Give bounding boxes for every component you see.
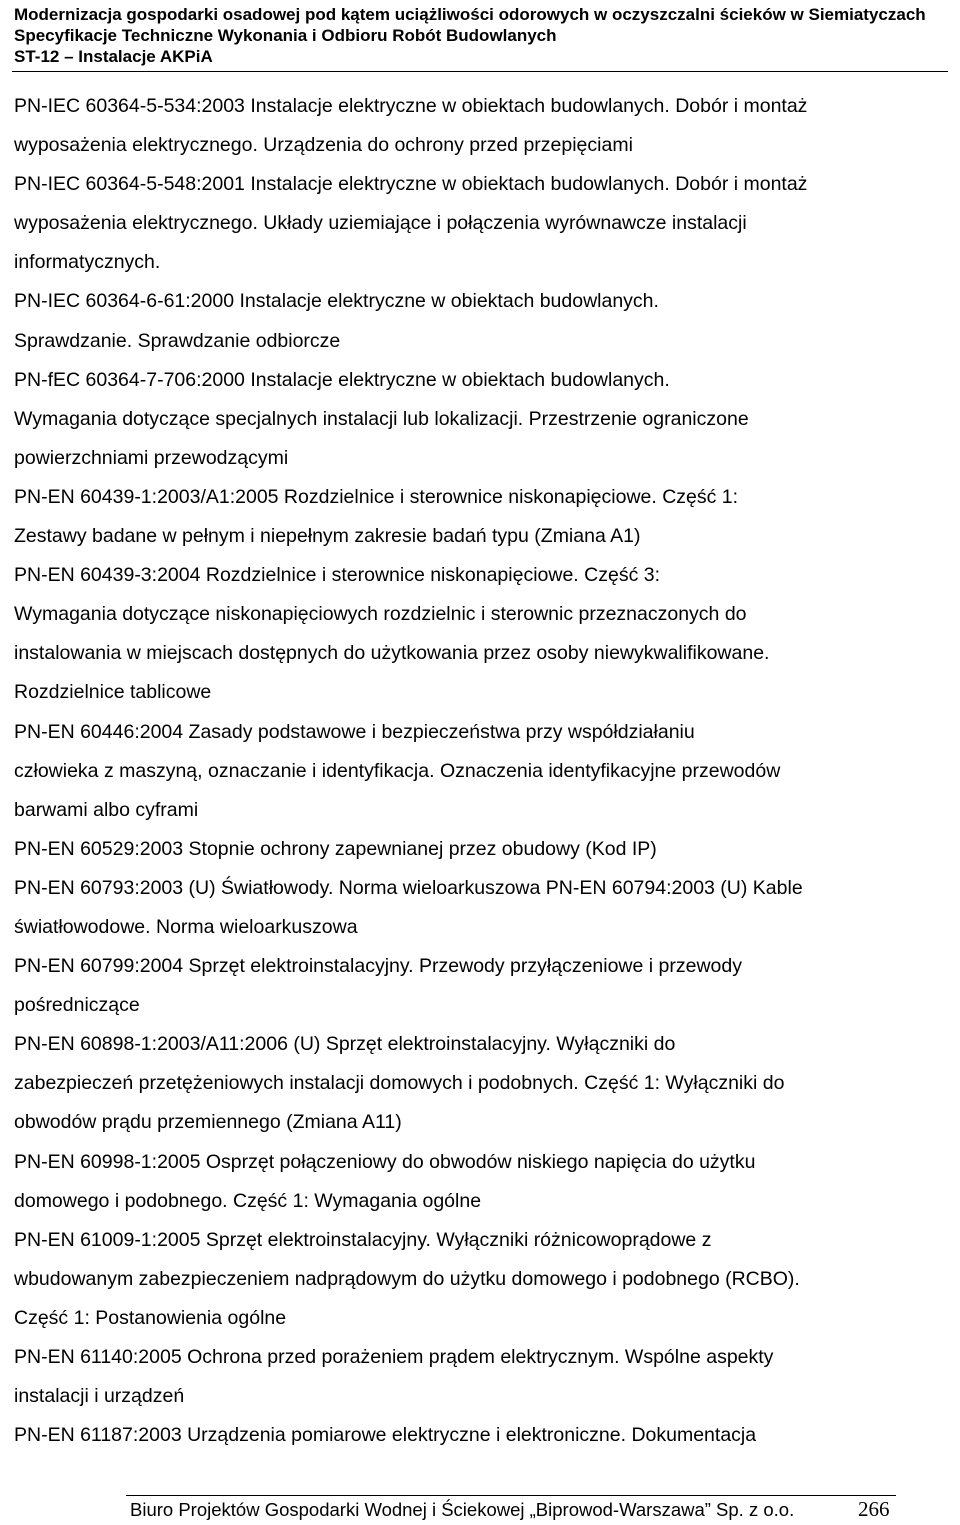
body-line: PN-EN 60446:2004 Zasady podstawowe i bezpieczeństwa przy współdziałaniu (14, 720, 695, 743)
body-line: barwami albo cyframi (14, 798, 199, 821)
body-line: PN-EN 60793:2003 (U) Światłowody. Norma wieloarkuszowa PN-EN 60794:2003 (U) Kable (14, 876, 803, 899)
body-line: PN-EN 60998-1:2005 Osprzęt połączeniowy do obwodów niskiego napięcia do użytku (14, 1150, 756, 1173)
body-line: obwodów prądu przemiennego (Zmiana A11) (14, 1111, 402, 1134)
body-line: informatycznych. (14, 251, 161, 274)
footer-divider (126, 1495, 896, 1496)
body-line: światłowodowe. Norma wieloarkuszowa (14, 915, 358, 938)
body-line: instalowania w miejscach dostępnych do użytkowania przez osoby niewykwalifikowane. (14, 642, 770, 665)
body-line: PN-EN 60439-3:2004 Rozdzielnice i sterownice niskonapięciowe. Część 3: (14, 564, 660, 587)
body-line: PN-IEC 60364-5-534:2003 Instalacje elektryczne w obiektach budowlanych. Dobór i montaż (14, 95, 808, 117)
body-line: PN-EN 61009-1:2005 Sprzęt elektroinstalacyjny. Wyłączniki różnicowoprądowe z (14, 1228, 712, 1251)
body-line: instalacji i urządzeń (14, 1385, 185, 1408)
body-line: pośredniczące (14, 994, 140, 1017)
body-line: PN-EN 60898-1:2003/A11:2006 (U) Sprzęt elektroinstalacyjny. Wyłączniki do (14, 1033, 676, 1056)
body-line: wbudowanym zabezpieczeniem nadprądowym do użytku domowego i podobnego (RCBO). (14, 1267, 800, 1290)
body-line: zabezpieczeń przetężeniowych instalacji domowych i podobnych. Część 1: Wyłączniki do (14, 1072, 785, 1095)
footer-company: Biuro Projektów Gospodarki Wodnej i Ściekowej „Biprowod-Warszawa” Sp. z o.o. (130, 1499, 795, 1520)
body-line: wyposażenia elektrycznego. Układy uziemiające i połączenia wyrównawcze instalacji (14, 212, 747, 235)
body-line: PN-fEC 60364-7-706:2000 Instalacje elektryczne w obiektach budowlanych. (14, 368, 670, 391)
body-line: wyposażenia elektrycznego. Urządzenia do ochrony przed przepięciami (14, 134, 633, 157)
document-header (14, 4, 946, 67)
body-line: PN-EN 60799:2004 Sprzęt elektroinstalacyjny. Przewody przyłączeniowe i przewody (14, 955, 742, 978)
body-line: PN-EN 61140:2005 Ochrona przed porażeniem prądem elektrycznym. Wspólne aspekty (14, 1346, 774, 1368)
body-line: PN-EN 61187:2003 Urządzenia pomiarowe elektryczne i elektroniczne. Dokumentacja (14, 1424, 757, 1447)
body-line: Sprawdzanie. Sprawdzanie odbiorcze (14, 329, 341, 352)
body-line: PN-IEC 60364-6-61:2000 Instalacje elektryczne w obiektach budowlanych. (14, 290, 659, 313)
header-spec-title: Specyfikacje Techniczne Wykonania i Odbioru Robót Budowlanych (14, 26, 557, 45)
header-divider (12, 71, 948, 72)
header-project-title: Modernizacja gospodarki osadowej pod kątem uciążliwości odorowych w oczyszczalni ścieków w Siemiatyczach (14, 5, 926, 24)
document-body (14, 87, 948, 1455)
body-line: Zestawy badane w pełnym i niepełnym zakresie badań typu (Zmiana A1) (14, 525, 641, 548)
body-line: powierzchniami przewodzącymi (14, 446, 289, 469)
body-line: Wymagania dotyczące specjalnych instalacji lub lokalizacji. Przestrzenie ograniczone (14, 407, 749, 430)
body-line: PN-IEC 60364-5-548:2001 Instalacje elektryczne w obiektach budowlanych. Dobór i montaż (14, 173, 808, 196)
header-section-title: ST-12 – Instalacje AKPiA (14, 47, 213, 66)
body-line: PN-EN 60529:2003 Stopnie ochrony zapewnianej przez obudowy (Kod IP) (14, 837, 657, 860)
body-line: domowego i podobnego. Część 1: Wymagania ogólne (14, 1189, 482, 1212)
page-number: 266 (858, 1497, 890, 1521)
body-line: Wymagania dotyczące niskonapięciowych rozdzielnic i sterownic przeznaczonych do (14, 603, 747, 626)
body-line: Rozdzielnice tablicowe (14, 681, 212, 704)
body-line: PN-EN 60439-1:2003/A1:2005 Rozdzielnice i sterownice niskonapięciowe. Część 1: (14, 485, 739, 508)
body-line: Część 1: Postanowienia ogólne (14, 1306, 287, 1329)
body-line: człowieka z maszyną, oznaczanie i identyfikacja. Oznaczenia identyfikacyjne przewodów (14, 759, 781, 782)
